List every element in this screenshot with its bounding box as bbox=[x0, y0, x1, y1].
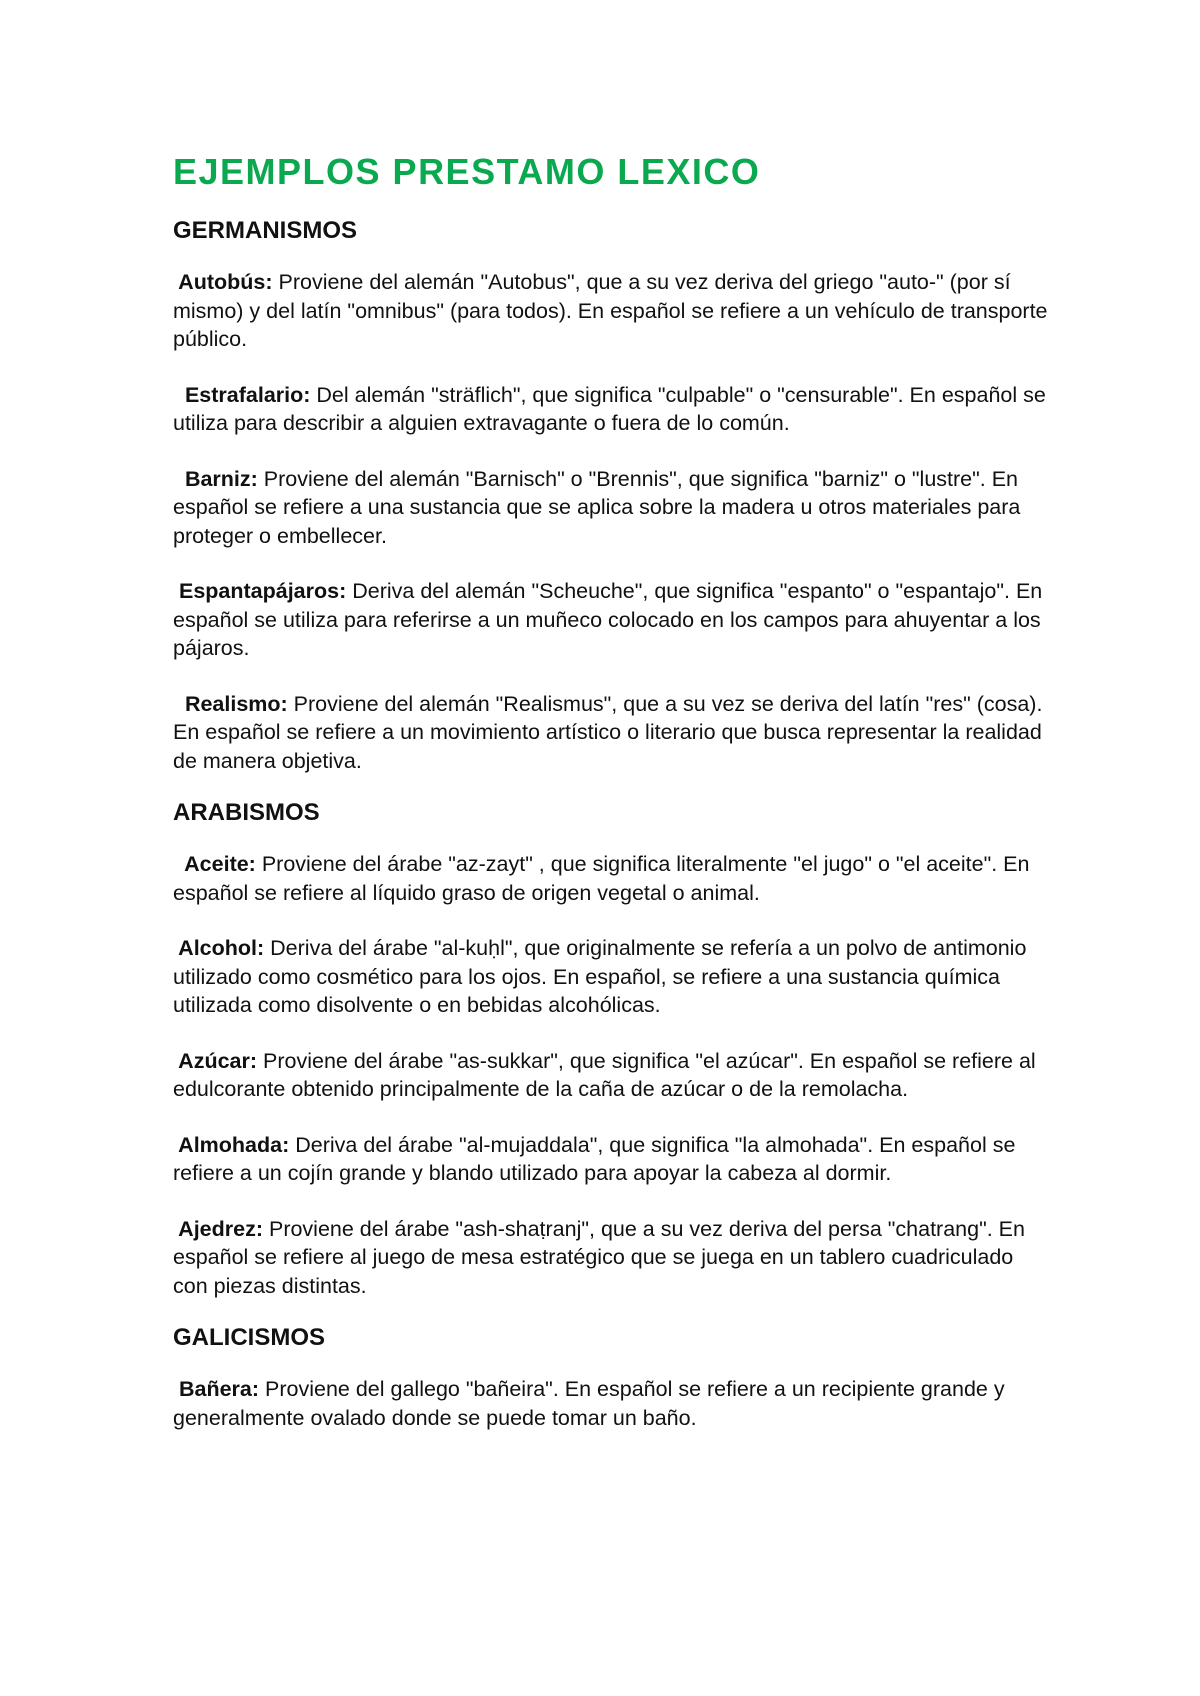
section-arabismos bbox=[173, 797, 1053, 1300]
entry-text: Del alemán "sträflich", que significa "culpable" o "censurable". En español se utiliza para describir a alguien extravagante o fuera de lo común. bbox=[173, 382, 1046, 435]
entry-term: Ajedrez: bbox=[173, 1216, 263, 1241]
entry-text: Deriva del árabe "al-kuḥl", que originalmente se refería a un polvo de antimonio utilizado como cosmético para los ojos. En español, se refiere a una sustancia química utilizada como disolvente o en bebidas alcohólicas. bbox=[173, 936, 1027, 1017]
entry-term: Aceite: bbox=[173, 852, 256, 876]
entry-term: Espantapájaros: bbox=[173, 579, 347, 603]
entry-text: Proviene del alemán "Autobus", que a su vez deriva del griego "auto-" (por sí mismo) y del latín "omnibus" (para todos). En español se refiere a un vehículo de transporte público. bbox=[173, 270, 1048, 351]
document-title: EJEMPLOS PRESTAMO LEXICO bbox=[173, 151, 761, 192]
section-germanismos bbox=[173, 215, 1053, 775]
entry-alcohol bbox=[173, 934, 1053, 1020]
entry-ajedrez bbox=[173, 1215, 1053, 1301]
entry-almohada bbox=[173, 1131, 1053, 1188]
section-heading: ARABISMOS bbox=[173, 799, 320, 826]
section-heading: GERMANISMOS bbox=[173, 217, 358, 244]
entry-text: Proviene del alemán "Barnisch" o "Brennis", que significa "barniz" o "lustre". En español se refiere a una sustancia que se aplica sobre la madera u otros materiales para proteger o embellecer. bbox=[173, 466, 1021, 548]
entry-term: Barniz: bbox=[173, 466, 258, 491]
entry-term: Almohada: bbox=[173, 1132, 290, 1157]
entry-barniz bbox=[173, 465, 1053, 551]
section-galicismos bbox=[173, 1322, 1053, 1432]
entry-text: Proviene del árabe "az-zayt" , que significa literalmente "el jugo" o "el aceite". En español se refiere al líquido graso de origen vegetal o animal. bbox=[173, 852, 1030, 905]
entry-term: Bañera: bbox=[173, 1377, 260, 1401]
entry-text: Proviene del árabe "ash-shaṭranj", que a su vez deriva del persa "chatrang". En español se refiere al juego de mesa estratégico que se juega en un tablero cuadriculado con piezas distintas. bbox=[173, 1216, 1025, 1298]
entry-text: Deriva del árabe "al-mujaddala", que significa "la almohada". En español se refiere a un cojín grande y blando utilizado para apoyar la cabeza al dormir. bbox=[173, 1132, 1016, 1185]
entry-term: Estrafalario: bbox=[173, 382, 311, 407]
entry-realismo bbox=[173, 690, 1053, 776]
entry-autobus bbox=[173, 268, 1053, 354]
entry-term: Realismo: bbox=[173, 691, 288, 716]
entry-text: Deriva del alemán "Scheuche", que significa "espanto" o "espantajo". En español se utiliza para referirse a un muñeco colocado en los campos para ahuyentar a los pájaros. bbox=[173, 579, 1043, 660]
entry-aceite bbox=[173, 850, 1053, 907]
entry-term: Azúcar: bbox=[173, 1048, 258, 1073]
entry-banera bbox=[173, 1375, 1053, 1432]
entry-term: Alcohol: bbox=[173, 936, 265, 960]
entry-text: Proviene del alemán "Realismus", que a su vez se deriva del latín "res" (cosa). En español se refiere a un movimiento artístico o literario que busca representar la realidad de manera objetiva. bbox=[173, 691, 1043, 773]
entry-azucar bbox=[173, 1047, 1053, 1104]
entry-text: Proviene del árabe "as-sukkar", que significa "el azúcar". En español se refiere al edulcorante obtenido principalmente de la caña de azúcar o de la remolacha. bbox=[173, 1048, 1036, 1101]
document-page bbox=[173, 148, 1053, 1432]
entry-espantapajaros bbox=[173, 577, 1053, 663]
entry-term: Autobús: bbox=[173, 270, 273, 294]
entry-estrafalario bbox=[173, 381, 1053, 438]
section-heading: GALICISMOS bbox=[173, 1324, 326, 1351]
entry-text: Proviene del gallego "bañeira". En español se refiere a un recipiente grande y generalmente ovalado donde se puede tomar un baño. bbox=[173, 1377, 1005, 1430]
